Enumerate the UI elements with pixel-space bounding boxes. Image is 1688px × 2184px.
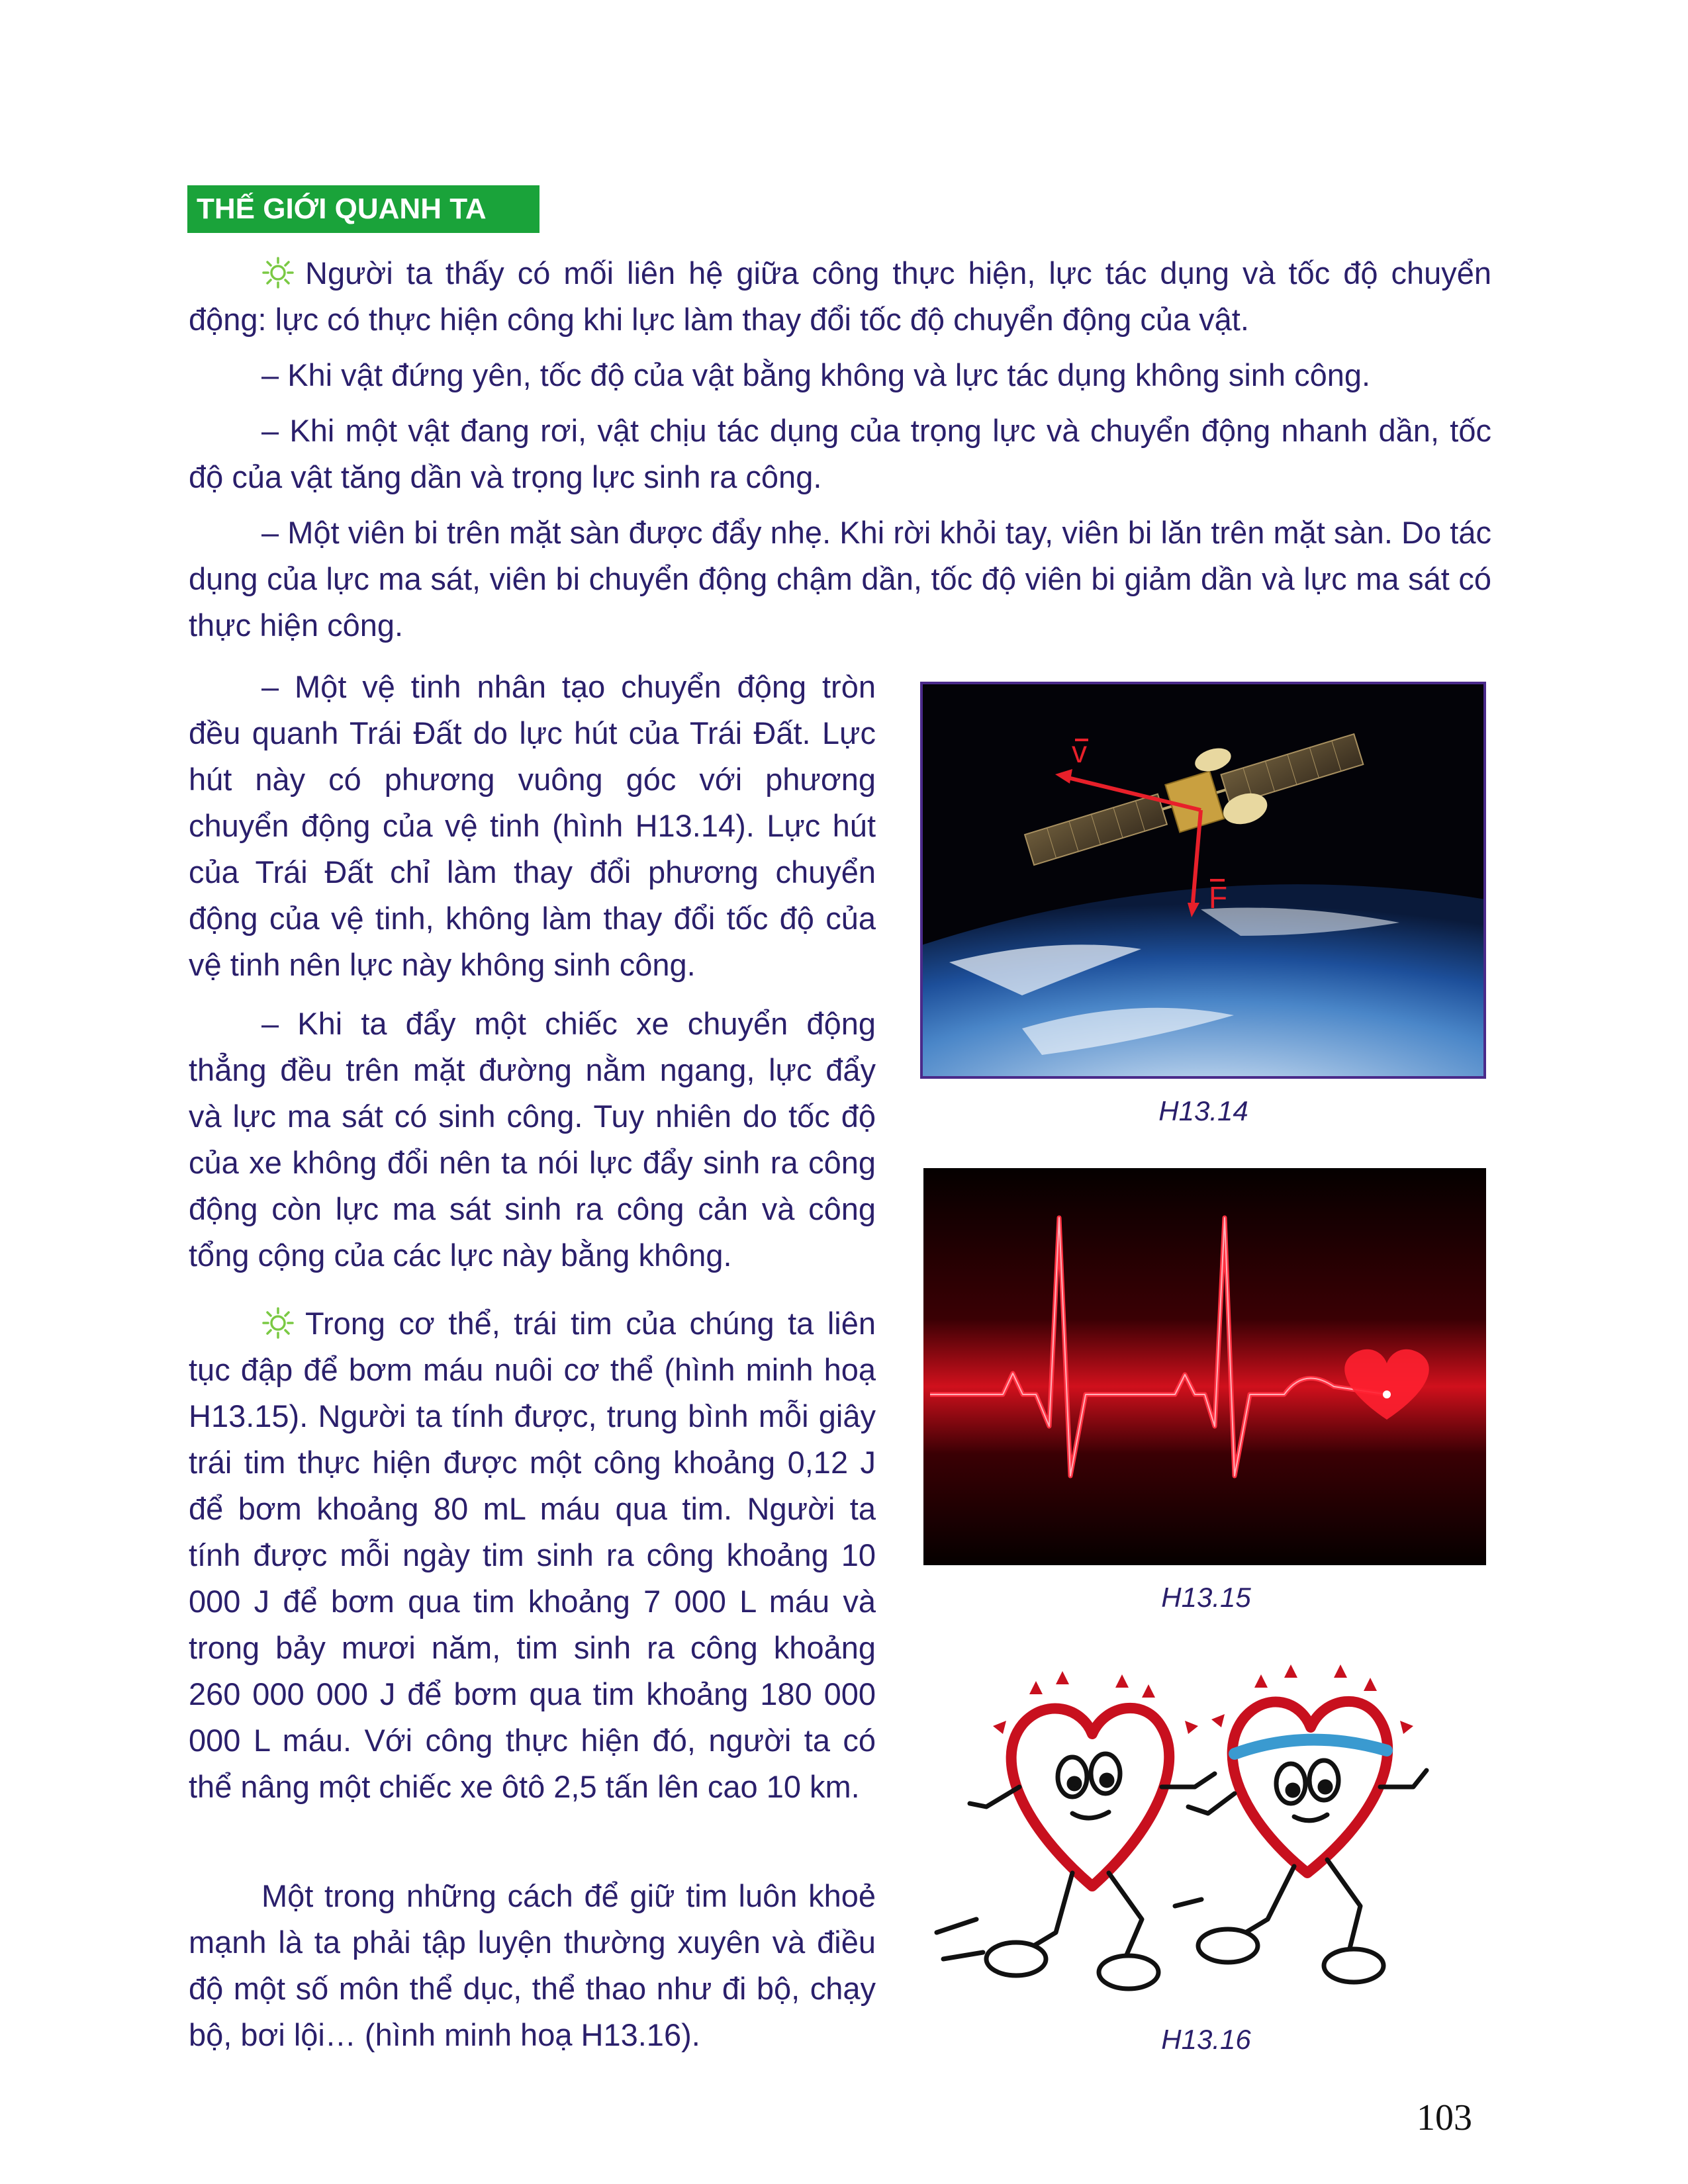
paragraph-satellite: – Một vệ tinh nhân tạo chuyển động tròn đều quanh Trái Đất do lực hút của Trái Đất. Lực hút này có phương vuông góc với phương chuyển động của vệ tinh (hình H13.14). Lực hút của Trái Đất chỉ làm thay đổi phương chuyển động của vệ tinh, không làm thay đổi tốc độ của vệ tinh nên lực này không sinh công. — [189, 669, 876, 982]
figure-satellite — [920, 682, 1486, 1079]
caption-h1316: H13.16 — [1161, 2024, 1251, 2055]
paragraph-standing: – Khi vật đứng yên, tốc độ của vật bằng không và lực tác dụng không sinh công. — [261, 357, 1371, 392]
paragraph-exercise: Một trong những cách để giữ tim luôn khoẻ mạnh là ta phải tập luyện thường xuyên và điều độ một số môn thể dục, thể thao như đi bộ, chạy bộ, bơi lội… (hình minh hoạ H13.16). — [189, 1878, 876, 2052]
paragraph-heart — [189, 1300, 876, 1810]
paragraph-intro — [189, 250, 1491, 343]
figure-running-hearts — [923, 1655, 1489, 2019]
page-number: 103 — [1417, 2097, 1472, 2138]
paragraph-heart-text: Trong cơ thể, trái tim của chúng ta liên tục đập để bơm máu nuôi cơ thể (hình minh hoạ H13.15). Người ta tính được, trung bình mỗi giây trái tim thực hiện được một công khoảng 0,12 J để bơm khoảng 80 mL máu qua tim. Người ta tính được mỗi ngày tim sinh ra công khoảng 10 000 J để bơm qua tim khoảng 7 000 L máu và trong bảy mươi năm, tim sinh ra công khoảng 260 000 000 J để bơm qua tim khoảng 180 000 000 L máu. Với công thực hiện đó, người ta có thể nâng một chiếc xe ôtô 2,5 tấn lên cao 10 km. — [189, 1306, 876, 1804]
caption-h1315: H13.15 — [1161, 1582, 1251, 1613]
velocity-label: v — [1072, 735, 1087, 769]
paragraph-intro-text: Người ta thấy có mối liên hệ giữa công thực hiện, lực tác dụng và tốc độ chuyển động: lực có thực hiện công khi lực làm thay đổi tốc độ chuyển động của vật. — [189, 255, 1491, 337]
running-hearts-image — [923, 1655, 1489, 2019]
force-label: F — [1209, 880, 1228, 915]
paragraph-falling: – Khi một vật đang rơi, vật chịu tác dụng của trọng lực và chuyển động nhanh dần, tốc độ của vật tăng dần và trọng lực sinh ra công. — [189, 413, 1491, 494]
section-title: THẾ GIỚI QUANH TA — [187, 185, 539, 233]
sun-icon — [261, 256, 295, 289]
heartbeat-image — [923, 1168, 1486, 1565]
paragraph-cart: – Khi ta đẩy một chiếc xe chuyển động thẳng đều trên mặt đường nằm ngang, lực đẩy và lực ma sát có sinh công. Tuy nhiên do tốc độ của xe không đổi nên ta nói lực đẩy sinh ra công động còn lực ma sát sinh ra công cản và công tổng cộng của các lực này bằng không. — [189, 1006, 876, 1273]
satellite-image — [923, 684, 1483, 1076]
caption-h1314: H13.14 — [1158, 1095, 1248, 1126]
sun-icon — [261, 1306, 295, 1340]
figure-heartbeat — [923, 1168, 1486, 1565]
paragraph-marble: – Một viên bi trên mặt sàn được đẩy nhẹ. Khi rời khỏi tay, viên bi lăn trên mặt sàn. Do tác dụng của lực ma sát, viên bi chuyển động chậm dần, tốc độ viên bi giảm dần và lực ma sát có thực hiện công. — [189, 515, 1491, 643]
